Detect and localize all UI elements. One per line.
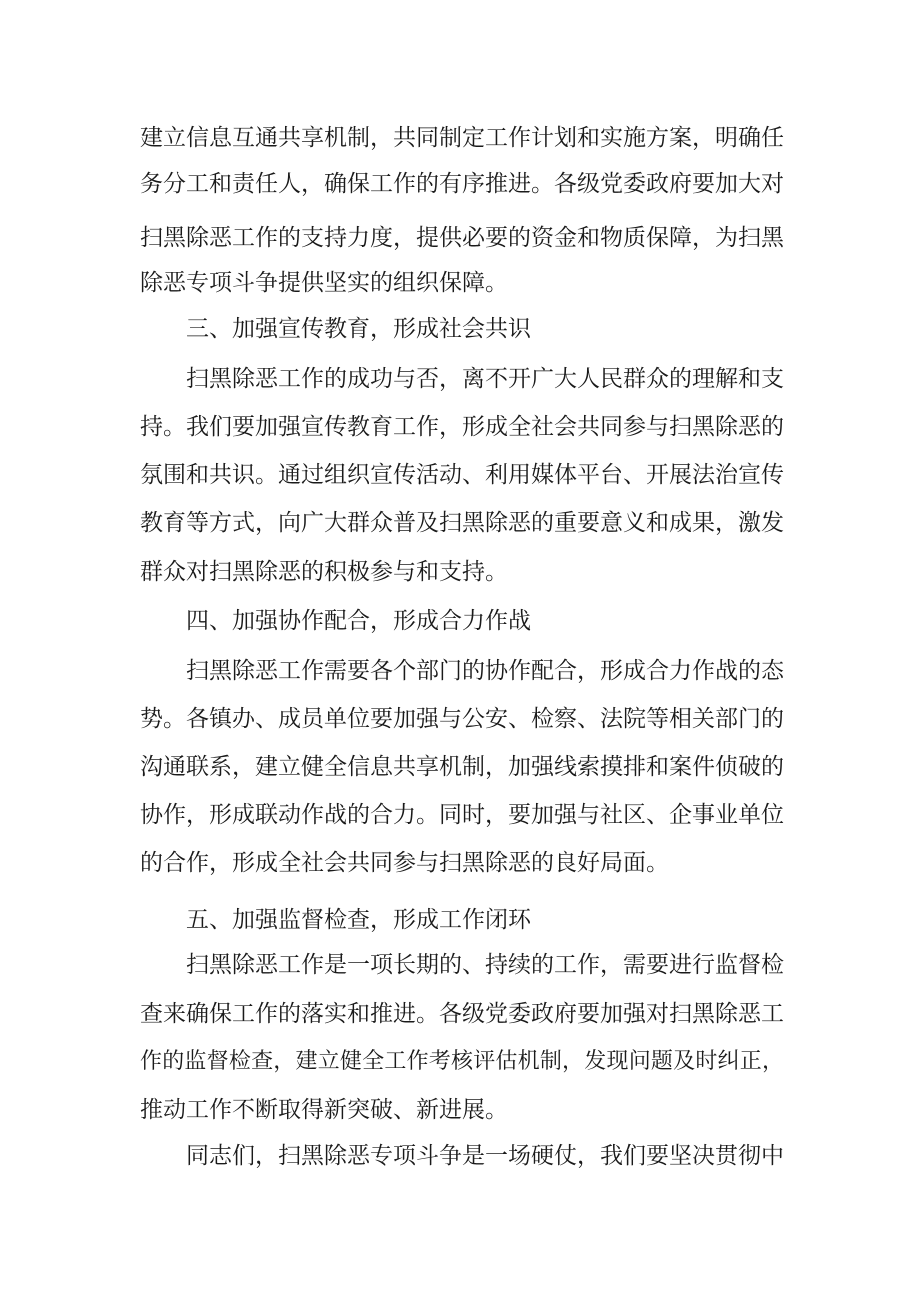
body-text-line: 除恶专项斗争提供坚实的组织保障。	[140, 270, 508, 296]
body-text-line: 扫黑除恶工作的支持力度，提供必要的资金和物质保障，为扫黑	[140, 225, 784, 251]
body-text-line: 务分工和责任人，确保工作的有序推进。各级党委政府要加大对	[140, 171, 784, 197]
body-text-line: 推动工作不断取得新突破、新进展。	[140, 1097, 508, 1123]
body-text-line: 教育等方式，向广大群众普及扫黑除恶的重要意义和成果，激发	[140, 510, 784, 536]
body-text-line: 作的监督检查，建立健全工作考核评估机制，发现问题及时纠正，	[140, 1049, 784, 1074]
section-heading-4: 四、加强协作配合，形成合力作战	[186, 608, 531, 634]
body-text-line: 建立信息互通共享机制，共同制定工作计划和实施方案，明确任	[140, 125, 784, 151]
body-text-line: 同志们，扫黑除恶专项斗争是一场硬仗，我们要坚决贯彻中	[186, 1143, 784, 1169]
body-text-line: 沟通联系，建立健全信息共享机制，加强线索摸排和案件侦破的	[140, 754, 784, 780]
body-text-line: 扫黑除恶工作需要各个部门的协作配合，形成合力作战的态	[186, 658, 784, 684]
body-text-line: 协作，形成联动作战的合力。同时，要加强与社区、企事业单位	[140, 802, 784, 828]
section-heading-5: 五、加强监督检查，形成工作闭环	[186, 907, 531, 933]
body-text-line: 的合作，形成全社会共同参与扫黑除恶的良好局面。	[140, 850, 669, 876]
body-text-line: 扫黑除恶工作的成功与否，离不开广大人民群众的理解和支	[186, 366, 784, 392]
body-text-line: 持。我们要加强宣传教育工作，形成全社会共同参与扫黑除恶的	[140, 414, 784, 440]
body-text-line: 势。各镇办、成员单位要加强与公安、检察、法院等相关部门的	[140, 706, 784, 732]
body-text-line: 氛围和共识。通过组织宣传活动、利用媒体平台、开展法治宣传	[140, 462, 784, 488]
section-heading-3: 三、加强宣传教育，形成社会共识	[186, 316, 531, 342]
body-text-line: 查来确保工作的落实和推进。各级党委政府要加强对扫黑除恶工	[140, 1001, 784, 1027]
body-text-line: 扫黑除恶工作是一项长期的、持续的工作，需要进行监督检	[186, 952, 784, 978]
body-text-line: 群众对扫黑除恶的积极参与和支持。	[140, 559, 508, 585]
